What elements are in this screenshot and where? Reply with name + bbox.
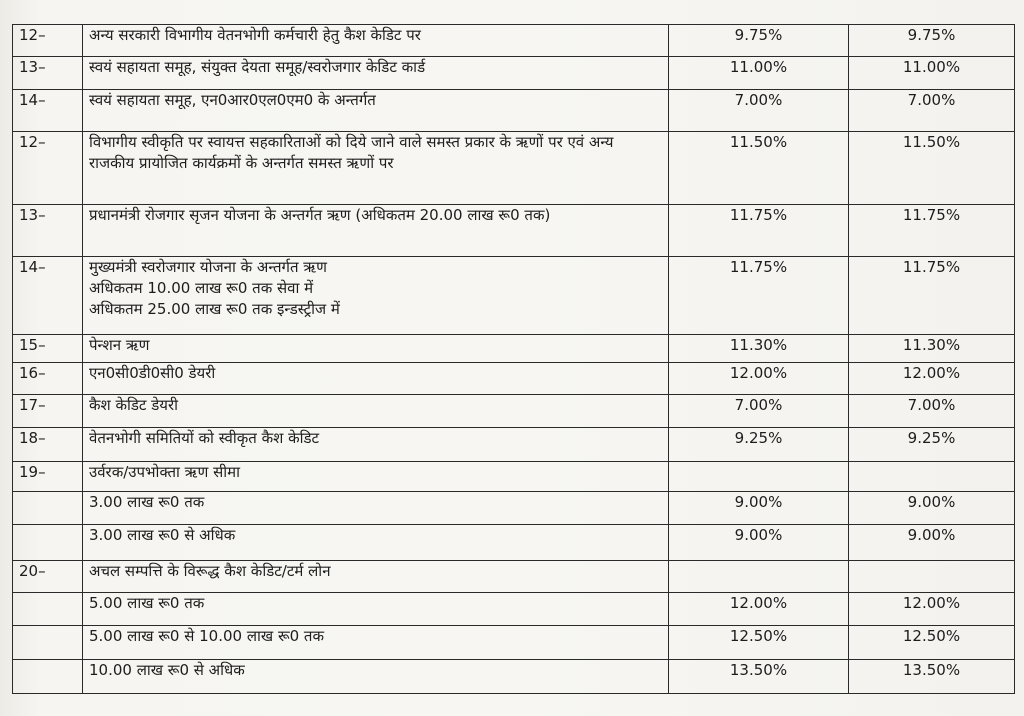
table-row — [13, 90, 1015, 132]
rate-cell: 11.50% — [669, 132, 849, 205]
rate-cell: 9.75% — [849, 25, 1015, 57]
rate-cell: 7.00% — [849, 90, 1015, 132]
row-description: 5.00 लाख रू0 तक — [83, 593, 669, 626]
rate-cell: 12.00% — [669, 363, 849, 395]
rate-cell: 11.00% — [849, 57, 1015, 90]
row-description: कैश केडिट डेयरी — [83, 395, 669, 428]
table-row — [13, 660, 1015, 694]
row-description: स्वयं सहायता समूह, एन0आर0एल0एम0 के अन्तर्गत — [83, 90, 669, 132]
interest-rate-table — [12, 24, 1015, 694]
row-number — [13, 660, 83, 694]
table-row — [13, 593, 1015, 626]
table-row — [13, 525, 1015, 561]
row-description: अन्य सरकारी विभागीय वेतनभोगी कर्मचारी हेतु कैश केडिट पर — [83, 25, 669, 57]
row-description: वेतनभोगी समितियों को स्वीकृत कैश केडिट — [83, 428, 669, 462]
rate-cell: 12.00% — [849, 363, 1015, 395]
row-number: 17– — [13, 395, 83, 428]
table-row — [13, 335, 1015, 363]
row-number: 14– — [13, 90, 83, 132]
table-row — [13, 395, 1015, 428]
row-number: 18– — [13, 428, 83, 462]
rate-cell: 13.50% — [849, 660, 1015, 694]
rate-cell: 11.30% — [849, 335, 1015, 363]
table-row — [13, 462, 1015, 492]
table-row — [13, 428, 1015, 462]
table-row — [13, 257, 1015, 335]
rate-cell: 12.50% — [669, 626, 849, 660]
row-description: 3.00 लाख रू0 तक — [83, 492, 669, 525]
row-description-line: मुख्यमंत्री स्वरोजगार योजना के अन्तर्गत ऋण — [89, 258, 327, 276]
table-row — [13, 205, 1015, 257]
row-description: 3.00 लाख रू0 से अधिक — [83, 525, 669, 561]
rate-cell — [669, 561, 849, 593]
table-row — [13, 57, 1015, 90]
row-description: उर्वरक/उपभोक्ता ऋण सीमा — [83, 462, 669, 492]
row-number: 20– — [13, 561, 83, 593]
table-row — [13, 132, 1015, 205]
rate-cell — [669, 462, 849, 492]
rate-cell: 7.00% — [849, 395, 1015, 428]
rate-cell: 9.75% — [669, 25, 849, 57]
row-description: विभागीय स्वीकृति पर स्वायत्त सहकारिताओं को दिये जाने वाले समस्त प्रकार के ऋणों पर एवं अन्य राजकीय प्रायोजित कार्यक्रमों के अन्तर्गत समस्त ऋणों पर — [83, 132, 669, 205]
row-description: स्वयं सहायता समूह, संयुक्त देयता समूह/स्वरोजगार केडिट कार्ड — [83, 57, 669, 90]
row-number — [13, 593, 83, 626]
rate-cell: 7.00% — [669, 395, 849, 428]
row-number: 14– — [13, 257, 83, 335]
rate-cell: 9.00% — [669, 492, 849, 525]
row-description: अचल सम्पत्ति के विरूद्ध कैश केडिट/टर्म लोन — [83, 561, 669, 593]
rate-cell: 12.00% — [669, 593, 849, 626]
row-description-line: अधिकतम 25.00 लाख रू0 तक इन्डस्ट्रीज में — [89, 300, 340, 318]
rate-cell: 11.75% — [669, 257, 849, 335]
rate-cell: 9.00% — [669, 525, 849, 561]
rate-cell: 9.00% — [849, 525, 1015, 561]
rate-cell: 11.30% — [669, 335, 849, 363]
rate-cell — [849, 462, 1015, 492]
row-description: 10.00 लाख रू0 से अधिक — [83, 660, 669, 694]
rate-cell: 7.00% — [669, 90, 849, 132]
row-number: 16– — [13, 363, 83, 395]
rate-cell: 9.25% — [669, 428, 849, 462]
row-description: पेन्शन ऋण — [83, 335, 669, 363]
row-number: 15– — [13, 335, 83, 363]
row-number: 12– — [13, 25, 83, 57]
table-row — [13, 492, 1015, 525]
table-row — [13, 626, 1015, 660]
row-number — [13, 525, 83, 561]
table-row — [13, 561, 1015, 593]
row-number: 13– — [13, 57, 83, 90]
row-description-line: अधिकतम 10.00 लाख रू0 तक सेवा में — [89, 279, 314, 297]
rate-cell: 9.00% — [849, 492, 1015, 525]
row-description: एन0सी0डी0सी0 डेयरी — [83, 363, 669, 395]
rate-cell: 12.50% — [849, 626, 1015, 660]
row-number — [13, 492, 83, 525]
row-number — [13, 626, 83, 660]
row-number: 12– — [13, 132, 83, 205]
rate-cell — [849, 561, 1015, 593]
row-description: प्रधानमंत्री रोजगार सृजन योजना के अन्तर्गत ऋण (अधिकतम 20.00 लाख रू0 तक) — [83, 205, 669, 257]
rate-cell: 11.50% — [849, 132, 1015, 205]
rate-cell: 12.00% — [849, 593, 1015, 626]
table-row — [13, 363, 1015, 395]
rate-cell: 11.00% — [669, 57, 849, 90]
row-description: 5.00 लाख रू0 से 10.00 लाख रू0 तक — [83, 626, 669, 660]
row-description — [83, 257, 669, 335]
rate-cell: 9.25% — [849, 428, 1015, 462]
rate-cell: 11.75% — [849, 205, 1015, 257]
rate-cell: 11.75% — [849, 257, 1015, 335]
row-number: 13– — [13, 205, 83, 257]
rate-cell: 11.75% — [669, 205, 849, 257]
rate-cell: 13.50% — [669, 660, 849, 694]
row-number: 19– — [13, 462, 83, 492]
table-row — [13, 25, 1015, 57]
